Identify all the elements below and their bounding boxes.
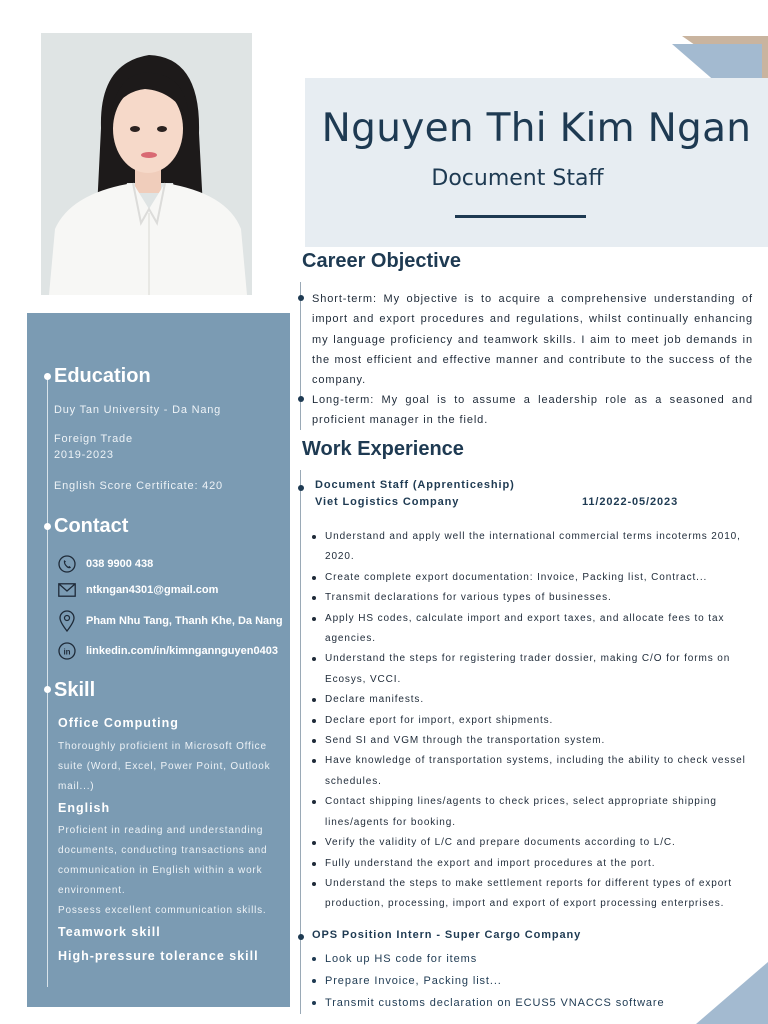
header-panel (305, 78, 768, 247)
skill-english-description (58, 821, 290, 921)
linkedin-icon (57, 641, 77, 661)
list-item: Transmit customs declaration on ECUS5 VNACCS software (310, 992, 710, 1014)
sidebar (27, 313, 290, 1007)
list-item: Understand and apply well the international commercial terms incoterms 2010, 2020. (310, 527, 768, 568)
skill-english-line: Possess excellent communication skills. (58, 905, 267, 916)
list-item: Fully understand the export and import procedures at the port. (310, 854, 768, 874)
skill-english-line: communication in English within a work (58, 865, 263, 876)
timeline-dot (298, 396, 304, 402)
skill-office-line: suite (Word, Excel, Power Point, Outlook (58, 761, 271, 772)
education-heading: Education (54, 365, 151, 387)
header-divider (455, 215, 586, 218)
work-experience-heading: Work Experience (302, 438, 464, 460)
job1-duty-list (310, 527, 768, 915)
email-address: ntkngan4301@gmail.com (86, 584, 219, 596)
work-timeline (300, 470, 301, 1014)
skill-english-line: Proficient in reading and understanding (58, 825, 264, 836)
list-item: Declare eport for import, export shipments. (310, 711, 768, 731)
timeline-dot (44, 523, 51, 530)
job2-title: OPS Position Intern - Super Cargo Company (312, 929, 582, 941)
list-item: Prepare Invoice, Packing list... (310, 970, 710, 992)
location-pin-icon (57, 611, 77, 631)
phone-icon (57, 554, 77, 574)
list-item: Contact shipping lines/agents to check prices, select appropriate shipping lines/agents for booking. (310, 792, 768, 833)
contact-linkedin[interactable] (57, 641, 278, 661)
contact-address (57, 611, 283, 631)
education-certificate: English Score Certificate: 420 (54, 480, 223, 492)
job2-duty-list (310, 948, 710, 1014)
phone-number: 038 9900 438 (86, 558, 154, 570)
timeline-dot (44, 373, 51, 380)
profile-photo (41, 33, 252, 295)
list-item: Verify the validity of L/C and prepare documents according to L/C. (310, 833, 768, 853)
list-item: Send SI and VGM through the transportation system. (310, 731, 768, 751)
contact-email[interactable] (57, 580, 218, 600)
timeline-dot (298, 934, 304, 940)
list-item: Look up HS code for items (310, 948, 710, 970)
career-objective-heading: Career Objective (302, 250, 461, 272)
education-school: Duy Tan University - Da Nang (54, 404, 222, 416)
education-years: 2019-2023 (54, 449, 114, 461)
skill-office-line: mail...) (58, 781, 95, 792)
sidebar-timeline (47, 377, 48, 987)
address-text: Pham Nhu Tang, Thanh Khe, Da Nang (86, 615, 283, 627)
list-item: Apply HS codes, calculate import and export taxes, and allocate fees to tax agencies. (310, 609, 768, 650)
career-timeline (300, 282, 301, 430)
candidate-name: Nguyen Thi Kim Ngan (321, 106, 752, 151)
timeline-dot (298, 295, 304, 301)
skill-english-title: English (58, 801, 111, 815)
timeline-dot (44, 686, 51, 693)
list-item: Have knowledge of transportation systems, including the ability to check vessel schedules. (310, 751, 768, 792)
list-item: Understand the steps to make settlement reports for different types of export production, processing, import and export of export processing enterprises. (310, 874, 768, 915)
skill-office-title: Office Computing (58, 716, 179, 730)
career-long-term: Long-term: My goal is to assume a leadership role as a seasoned and proficient manager in the field. (312, 394, 753, 427)
skill-teamwork: Teamwork skill (58, 925, 161, 939)
list-item: Create complete export documentation: Invoice, Packing list, Contract... (310, 568, 768, 588)
list-item: Understand the steps for registering trader dossier, making C/O for forms on Ecosys, VCCI. (310, 649, 768, 690)
linkedin-url: linkedin.com/in/kimngannguyen0403 (86, 645, 278, 657)
skill-office-line: Thoroughly proficient in Microsoft Office (58, 741, 267, 752)
skill-english-line: documents, conducting transactions and (58, 845, 268, 856)
list-item: Transmit declarations for various types of businesses. (310, 588, 768, 608)
job1-company: Viet Logistics Company (315, 496, 460, 508)
skill-pressure: High-pressure tolerance skill (58, 949, 259, 963)
candidate-role: Document Staff (431, 166, 604, 191)
job1-dates: 11/2022-05/2023 (582, 496, 679, 508)
skill-heading: Skill (54, 679, 96, 701)
job1-position: Document Staff (Apprenticeship) (315, 479, 515, 491)
skill-english-line: environment. (58, 885, 126, 896)
career-short-term: Short-term: My objective is to acquire a comprehensive understanding of import and export procedures and regulations, whilst continually enhancing my language proficiency and teamwork skills. I aim to meet job demands in the most efficient and effective manner and contribute to the success of the company. (312, 293, 753, 387)
timeline-dot (298, 485, 304, 491)
contact-heading: Contact (54, 515, 129, 537)
mail-icon (57, 580, 77, 600)
education-major: Foreign Trade (54, 433, 133, 445)
list-item: Declare manifests. (310, 690, 768, 710)
skill-office-description (58, 737, 290, 797)
contact-phone[interactable] (57, 554, 153, 574)
svg-text:in: in (63, 647, 71, 657)
